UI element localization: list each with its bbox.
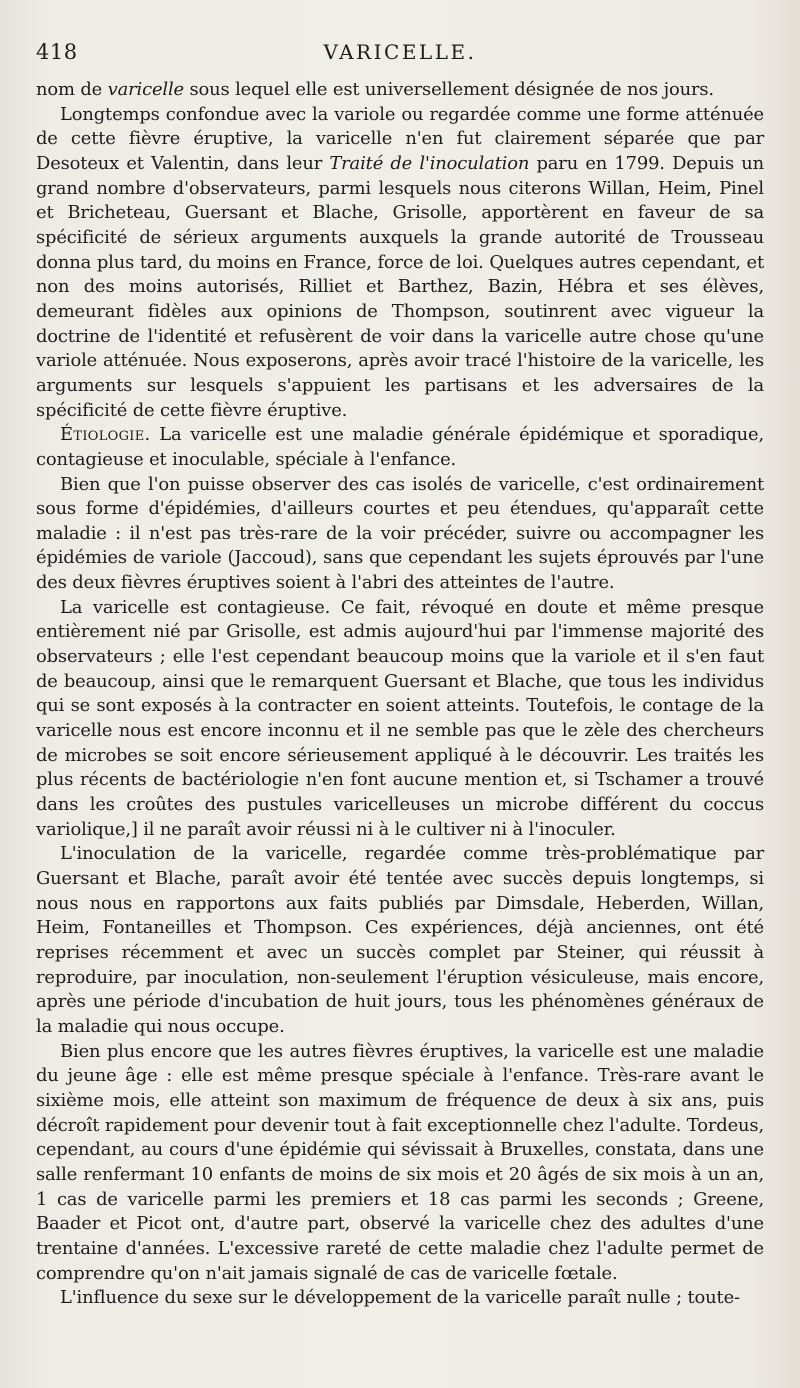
paragraph: [36, 473, 764, 596]
paragraph: [36, 78, 764, 103]
paragraph: [36, 103, 764, 424]
text-segment: Longtemps confondue avec la variole ou regardée comme une forme atténuée de cette fièvre éruptive, la varicelle n'en fut clairement séparée que par Desoteux et Valentin, dans leur: [36, 103, 764, 174]
paragraph: [36, 1286, 764, 1311]
text-segment: nom de: [36, 79, 108, 100]
body-text: [36, 78, 764, 1311]
italic-text: varicelle: [107, 79, 184, 100]
page-header: [36, 40, 764, 70]
paragraph: [36, 842, 764, 1039]
page-number: 418: [36, 40, 78, 64]
paragraph: [36, 423, 764, 472]
text-segment: L'inoculation de la varicelle, regardée comme très-problématique par Guersant et Blache, paraît avoir été tentée avec succès depuis longtemps, si nous nous en rapportons aux faits publiés par Dimsdale, Heberden, Willan, Heim, Fontaneilles et Thompson. Ces expériences, déjà anciennes, ont été reprises récemment et avec un succès complet par Steiner, qui réussit à reproduire, par inoculation, non-seulement l'éruption vésiculeuse, mais encore, après une période d'incubation de huit jours, tous les phénomènes généraux de la maladie qui nous occupe.: [36, 843, 764, 1037]
text-segment: L'influence du sexe sur le développement de la varicelle paraît nulle ; toute-: [60, 1287, 740, 1309]
text-segment: Bien que l'on puisse observer des cas isolés de varicelle, c'est ordinairement sous forme d'épidémies, d'ailleurs courtes et peu étendues, qu'apparaît cette maladie : il n'est pas très-rare de la voir précéder, suivre ou accompagner les épidémies de variole (Jaccoud), sans que cependant les sujets éprouvés par l'une des deux fièvres éruptives soient à l'abri des atteintes de l'autre.: [36, 473, 764, 594]
text-segment: Bien plus encore que les autres fièvres éruptives, la varicelle est une maladie du jeune âge : elle est même presque spéciale à l'enfance. Très-rare avant le sixième mois, elle atteint son maximum de fréquence de deux à six ans, puis décroît rapidement pour devenir tout à fait exceptionnelle chez l'adulte. Tordeus, cependant, au cours d'une épidémie qui sévissait à Bruxelles, constata, dans une salle renfermant 10 enfants de moins de six mois et 20 âgés de six mois à un an, 1 cas de varicelle parmi les premiers et 18 cas parmi les seconds ; Greene, Baader et Picot ont, d'autre part, observé la varicelle chez des adultes d'une trentaine d'années. L'excessive rareté de cette maladie chez l'adulte permet de comprendre qu'on n'ait jamais signalé de cas de varicelle fœtale.: [36, 1040, 764, 1284]
italic-text: Traité de l'inoculation: [329, 152, 530, 174]
text-segment: La varicelle est une maladie générale épidémique et sporadique, contagieuse et inoculable, spéciale à l'enfance.: [36, 424, 764, 470]
text-segment: sous lequel elle est universellement désignée de nos jours.: [183, 79, 714, 100]
paragraph: [36, 1040, 764, 1287]
text-segment: paru en 1799. Depuis un grand nombre d'observateurs, parmi lesquels nous citerons Willan, Heim, Pinel et Bricheteau, Guersant et Blache, Grisolle, apportèrent en faveur de sa spécificité de sérieux arguments auxquels la grande autorité de Trousseau donna plus tard, du moins en France, force de loi. Quelques autres cependant, et non des moins autorisés, Rilliet et Barthez, Bazin, Hébra et ses élèves, demeurant fidèles aux opinions de Thompson, soutinrent avec vigueur la doctrine de l'identité et refusèrent de voir dans la varicelle autre chose qu'une variole atténuée. Nous exposerons, après avoir tracé l'histoire de la varicelle, les arguments sur lesquels s'appuient les partisans et les adversaires de la spécificité de cette fièvre éruptive.: [36, 152, 765, 421]
paragraph: [36, 596, 764, 843]
running-title: VARICELLE.: [323, 40, 477, 64]
section-heading: Étiologie.: [60, 424, 151, 446]
text-segment: La varicelle est contagieuse. Ce fait, révoqué en doute et même presque entièrement nié par Grisolle, est admis aujourd'hui par l'immense majorité des observateurs ; elle l'est cependant beaucoup moins que la variole et il s'en faut de beaucoup, ainsi que le remarquent Guersant et Blache, que tous les individus qui se sont exposés à la contracter en soient atteints. Toutefois, le contage de la varicelle nous est encore inconnu et il ne semble pas que le zèle des chercheurs de microbes se soit encore sérieusement appliqué à le découvrir. Les traités les plus récents de bactériologie n'en font aucune mention et, si Tschamer a trouvé dans les croûtes des pustules varicelleuses un microbe différent du coccus variolique,] il ne paraît avoir réussi ni à le cultiver ni à l'inoculer.: [36, 596, 764, 840]
